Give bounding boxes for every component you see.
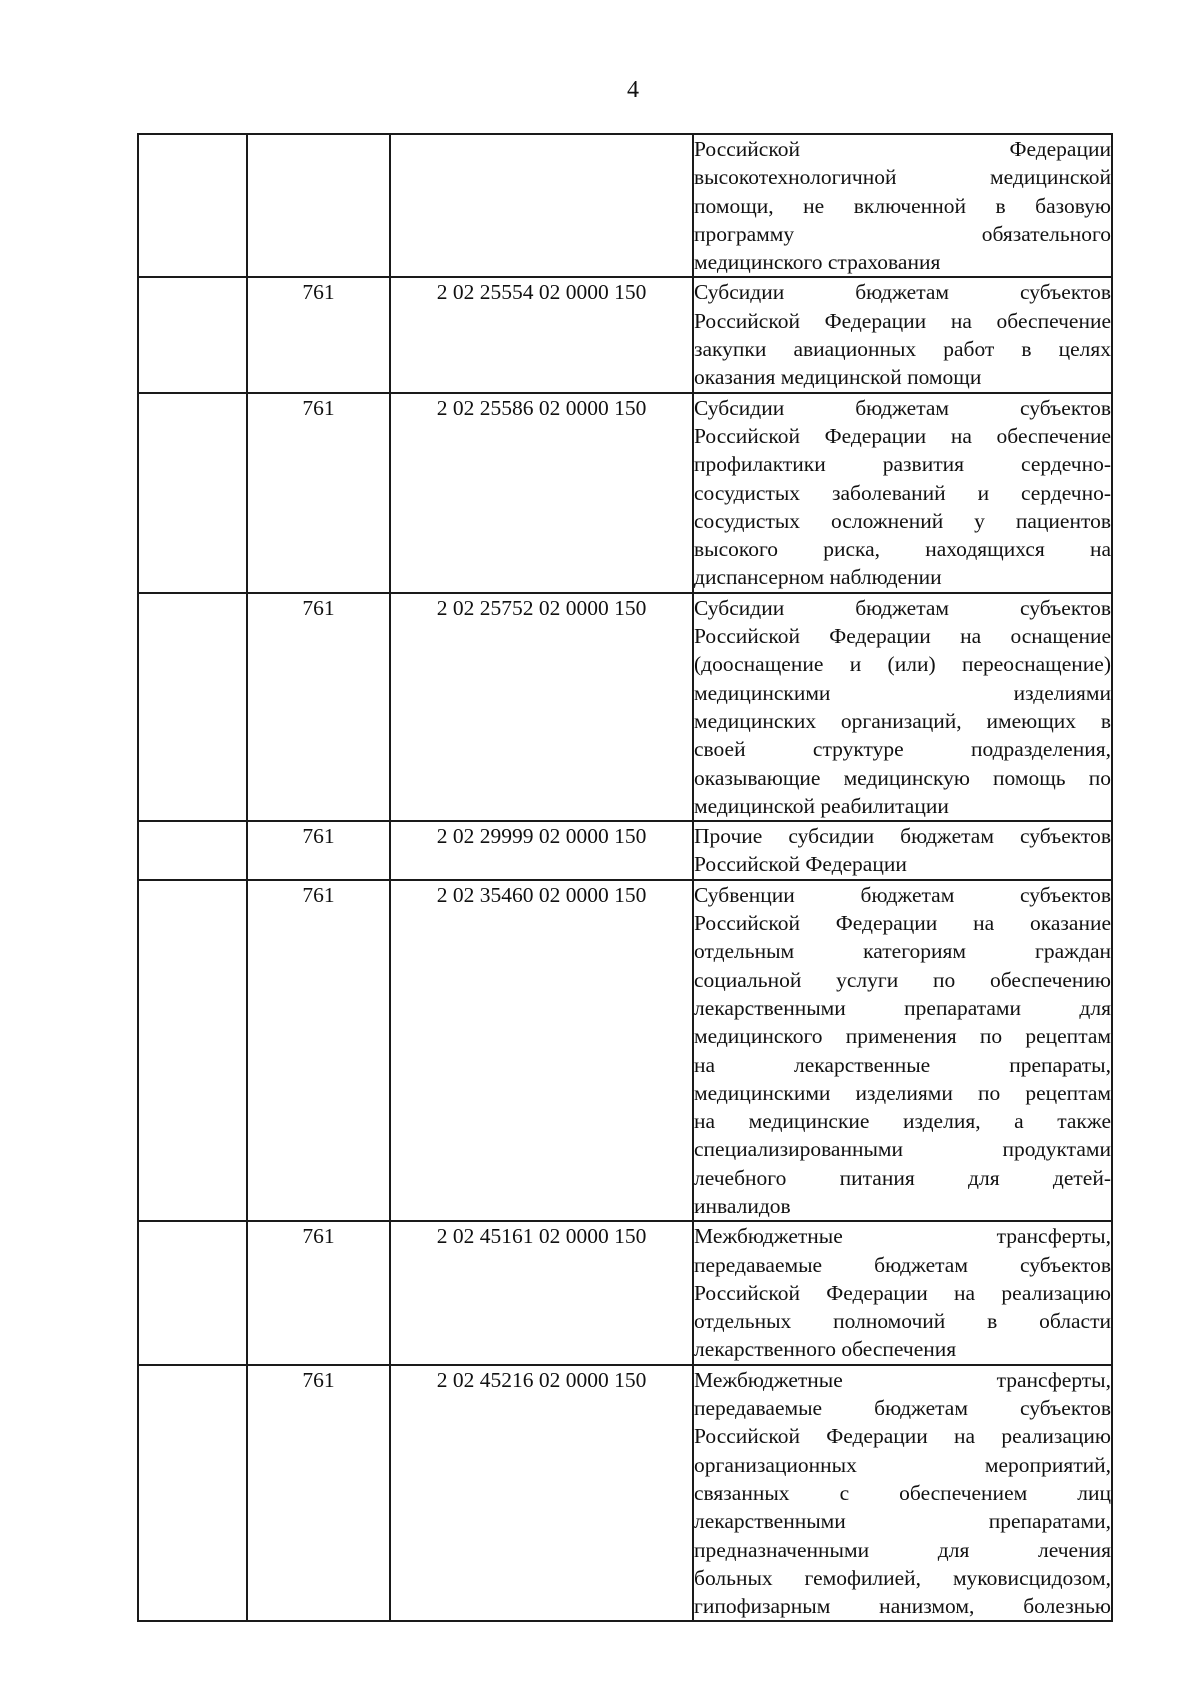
description-line: передаваемые бюджетам субъектов: [694, 1252, 1111, 1277]
classification-code-cell: 2 02 25554 02 0000 150: [390, 277, 693, 392]
admin-code-cell: 761: [247, 593, 390, 821]
description-line: Российской Федерации на обеспечение: [694, 308, 1111, 333]
description-line: Межбюджетные трансферты,: [694, 1224, 1111, 1249]
description-line: высокого риска, находящихся на: [694, 537, 1111, 562]
page-number: 4: [627, 77, 639, 103]
description-cell: [693, 821, 1112, 880]
classification-code-cell: 2 02 35460 02 0000 150: [390, 880, 693, 1222]
description-line: Межбюджетные трансферты,: [694, 1367, 1111, 1392]
description-line: помощи, не включенной в базовую: [694, 193, 1111, 218]
table-row: [138, 821, 1112, 880]
description-line: Российской Федерации на реализацию: [694, 1280, 1111, 1305]
description-line: медицинскими изделиями: [694, 680, 1111, 705]
description-line: медицинского применения по рецептам: [694, 1024, 1111, 1049]
description-line: лекарственными препаратами,: [694, 1509, 1111, 1534]
description-line: организационных мероприятий,: [694, 1452, 1111, 1477]
description-line: Российской Федерации на оказание: [694, 911, 1111, 936]
budget-classification-table: [137, 133, 1113, 1622]
description-line: социальной услуги по обеспечению: [694, 967, 1111, 992]
blank-cell: [138, 1365, 247, 1622]
description-line: отдельных полномочий в области: [694, 1309, 1111, 1334]
description-line: Российской Федерации на оснащение: [694, 624, 1111, 649]
description-cell: [693, 393, 1112, 593]
blank-cell: [138, 880, 247, 1222]
description-line: (дооснащение и (или) переоснащение): [694, 652, 1111, 677]
description-line: Российской Федерации на реализацию: [694, 1424, 1111, 1449]
description-cell: [693, 1221, 1112, 1364]
blank-cell: [138, 393, 247, 593]
classification-code-cell: 2 02 45216 02 0000 150: [390, 1365, 693, 1622]
description-line: на лекарственные препараты,: [694, 1052, 1111, 1077]
blank-cell: [138, 1221, 247, 1364]
description-line: медицинского страхования: [694, 250, 941, 275]
description-line: закупки авиационных работ в целях: [694, 337, 1111, 362]
description-line: диспансерном наблюдении: [694, 565, 942, 590]
description-line: лечебного питания для детей-: [694, 1165, 1111, 1190]
table-row: [138, 593, 1112, 821]
admin-code-cell: [247, 134, 390, 277]
description-line: оказывающие медицинскую помощь по: [694, 765, 1111, 790]
description-line: программу обязательного: [694, 221, 1111, 246]
table-row: [138, 134, 1112, 277]
description-line: Прочие субсидии бюджетам субъектов: [694, 824, 1111, 849]
classification-code-cell: 2 02 25586 02 0000 150: [390, 393, 693, 593]
description-line: медицинскими изделиями по рецептам: [694, 1080, 1111, 1105]
description-cell: [693, 134, 1112, 277]
admin-code-cell: 761: [247, 393, 390, 593]
description-line: Субвенции бюджетам субъектов: [694, 882, 1111, 907]
blank-cell: [138, 821, 247, 880]
table-row: [138, 1365, 1112, 1622]
description-line: оказания медицинской помощи: [694, 365, 982, 390]
description-line: Субсидии бюджетам субъектов: [694, 595, 1111, 620]
description-line: отдельным категориям граждан: [694, 939, 1111, 964]
description-line: гипофизарным нанизмом, болезнью: [694, 1594, 1111, 1619]
classification-code-cell: 2 02 29999 02 0000 150: [390, 821, 693, 880]
description-line: больных гемофилией, муковисцидозом,: [694, 1565, 1111, 1590]
description-line: сосудистых заболеваний и сердечно-: [694, 480, 1111, 505]
description-line: передаваемые бюджетам субъектов: [694, 1396, 1111, 1421]
description-line: предназначенными для лечения: [694, 1537, 1111, 1562]
description-line: Российской Федерации: [694, 852, 907, 877]
classification-code-cell: 2 02 25752 02 0000 150: [390, 593, 693, 821]
table-row: [138, 393, 1112, 593]
table-body: [138, 134, 1112, 1621]
description-line: высокотехнологичной медицинской: [694, 165, 1111, 190]
classification-code-cell: [390, 134, 693, 277]
admin-code-cell: 761: [247, 277, 390, 392]
description-line: Субсидии бюджетам субъектов: [694, 395, 1111, 420]
description-line: связанных с обеспечением лиц: [694, 1480, 1111, 1505]
description-line: медицинских организаций, имеющих в: [694, 708, 1111, 733]
description-line: Российской Федерации на обеспечение: [694, 423, 1111, 448]
description-line: Российской Федерации: [694, 137, 1111, 161]
description-line: сосудистых осложнений у пациентов: [694, 508, 1111, 533]
description-cell: [693, 277, 1112, 392]
admin-code-cell: 761: [247, 1221, 390, 1364]
description-line: медицинской реабилитации: [694, 793, 949, 818]
admin-code-cell: 761: [247, 880, 390, 1222]
blank-cell: [138, 134, 247, 277]
blank-cell: [138, 277, 247, 392]
classification-code-cell: 2 02 45161 02 0000 150: [390, 1221, 693, 1364]
admin-code-cell: 761: [247, 821, 390, 880]
description-line: на медицинские изделия, а также: [694, 1109, 1111, 1134]
description-line: специализированными продуктами: [694, 1137, 1111, 1162]
description-line: Субсидии бюджетам субъектов: [694, 280, 1111, 305]
admin-code-cell: 761: [247, 1365, 390, 1622]
blank-cell: [138, 593, 247, 821]
description-cell: [693, 593, 1112, 821]
table-row: [138, 880, 1112, 1222]
description-line: профилактики развития сердечно-: [694, 452, 1111, 477]
description-line: лекарственного обеспечения: [694, 1337, 957, 1362]
table-row: [138, 1221, 1112, 1364]
description-line: лекарственными препаратами для: [694, 995, 1111, 1020]
description-line: своей структуре подразделения,: [694, 737, 1111, 762]
description-cell: [693, 1365, 1112, 1622]
description-cell: [693, 880, 1112, 1222]
description-line: инвалидов: [694, 1193, 791, 1218]
table-row: [138, 277, 1112, 392]
